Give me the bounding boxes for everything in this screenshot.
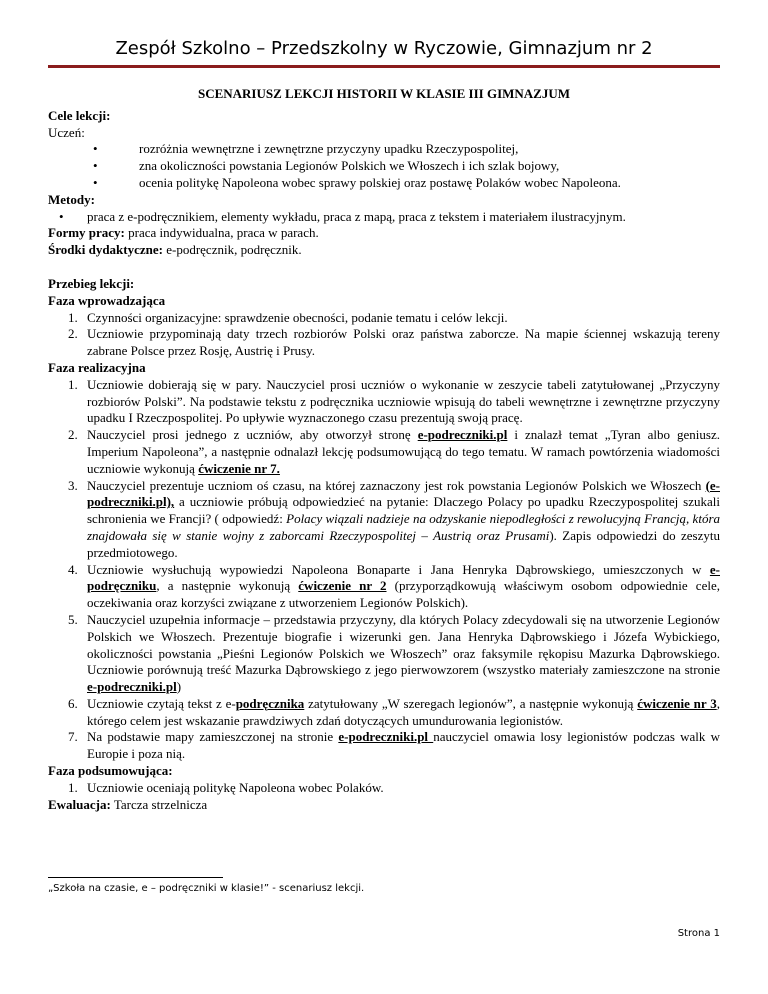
summary-phase-heading: Faza podsumowująca: xyxy=(48,763,173,779)
document-body xyxy=(48,86,720,813)
forms-label: Formy pracy: xyxy=(48,225,125,241)
methods-heading: Metody: xyxy=(48,191,95,207)
means-label: Środki dydaktyczne: xyxy=(48,242,163,258)
means-value: e-podręcznik, podręcznik. xyxy=(162,242,302,258)
e-podreczniki-link[interactable]: e-podreczniki.pl xyxy=(87,679,177,695)
evaluation-line xyxy=(48,797,720,814)
e-podrecznik-link[interactable]: e-podręczniku xyxy=(87,561,720,594)
means-line xyxy=(48,242,720,259)
evaluation-value: Tarcza strzelnicza xyxy=(110,796,208,812)
evaluation-label: Ewaluacja: xyxy=(48,796,111,812)
intro-phase-heading: Faza wprowadzająca xyxy=(48,292,166,308)
main-phase-list xyxy=(48,377,720,763)
list-item: 7. Na podstawie mapy zamieszczonej na stronie e-podreczniki.pl nauczyciel omawia losy legionistów podczas walk w Europie i poza nią. xyxy=(68,729,720,762)
header-rule xyxy=(48,65,720,68)
e-podreczniki-link[interactable]: e-podreczniki.pl xyxy=(338,729,434,745)
e-podrecznik-link[interactable]: podręcznika xyxy=(235,695,305,711)
goals-heading: Cele lekcji: xyxy=(48,107,111,123)
list-item: 4. Uczniowie wysłuchują wypowiedzi Napoleona Bonaparte i Jana Henryka Dąbrowskiego, umieszczonych w e-podręczniku, a następnie wykonują ćwiczenie nr 2 (przyporządkowują właściwym osobom odpowiednie cele, oczekiwania oraz korzyści związane z utworzeniem Legionów Polskich). xyxy=(68,561,720,611)
methods-list xyxy=(48,209,720,226)
goal-item: • ocenia politykę Napoleona wobec sprawy polskiej oraz postawę Polaków wobec Napoleona. xyxy=(48,175,720,192)
list-item: 1. Uczniowie oceniają politykę Napoleona wobec Polaków. xyxy=(68,779,384,795)
page-number: Strona 1 xyxy=(677,928,720,939)
main-phase-heading: Faza realizacyjna xyxy=(48,359,146,375)
goal-item: • zna okoliczności powstania Legionów Polskich we Włoszech i ich szlak bojowy, xyxy=(48,158,720,175)
page-header: Zespół Szkolno – Przedszkolny w Ryczowie, Gimnazjum nr 2 xyxy=(115,38,653,59)
forms-value: praca indywidualna, praca w parach. xyxy=(124,225,319,241)
intro-phase-list xyxy=(48,310,720,360)
goals-intro: Uczeń: xyxy=(48,124,85,140)
goal-item: • rozróżnia wewnętrzne i zewnętrzne przyczyny upadku Rzeczypospolitej, xyxy=(48,141,720,158)
list-item: 2. Uczniowie przypominają daty trzech rozbiorów Polski oraz państwa zaborcze. Na mapie ściennej wskazują tereny zabrane Polsce przez Rosję, Austrię i Prusy. xyxy=(68,326,720,359)
exercise-link[interactable]: ćwiczenie nr 3 xyxy=(637,695,717,711)
list-item: 2. Nauczyciel prosi jednego z uczniów, aby otworzył stronę e-podreczniki.pl i znalazł temat „Tyran albo geniusz. Imperium Napoleona”, a następnie odnalazł lekcję podsumowującą do tego tematu. W ramach powtórzenia wiadomości uczniowie wykonują ćwiczenie nr 7. xyxy=(68,427,720,476)
e-podreczniki-link[interactable]: e-podreczniki.pl xyxy=(417,427,508,443)
list-item: 1. Czynności organizacyjne: sprawdzenie obecności, podanie tematu i celów lekcji. xyxy=(68,309,508,325)
document-title: SCENARIUSZ LEKCJI HISTORII W KLASIE III GIMNAZJUM xyxy=(197,86,571,101)
list-item: 3. Nauczyciel prezentuje uczniom oś czasu, na której zaznaczony jest rok powstania Legionów Polskich we Włoszech (e-podreczniki.pl), a uczniowie próbują odpowiedzieć na pytanie: Dlaczego Polacy po upadku Rzeczypospolitej szukali schronienia we Francji? ( odpowiedź: Polacy wiązali nadzieje na odzyskanie niepodległości z rewolucyjną Francją, która znajdowała się w stanie wojny z zaborcami Rzeczypospolitej – Austrią oraz Prusami). Zapis odpowiedzi do zeszytu przedmiotowego. xyxy=(68,477,720,560)
list-item: 1. Uczniowie dobierają się w pary. Nauczyciel prosi uczniów o wykonanie w zeszycie tabeli zatytułowanej „Przyczyny rozbiorów Polski”. Na podstawie tekstu z podręcznika uczniowie wpisują do tabeli wewnętrzne i zewnętrzne przyczyny upadku I Rzeczpospolitej. Po upływie wyznaczonego czasu prezentują swoją pracę. xyxy=(68,376,720,426)
footer-rule xyxy=(48,877,223,878)
list-item: 6. Uczniowie czytają tekst z e-podręcznika zatytułowany „W szeregach legionów”, a następnie wykonują ćwiczenie nr 3, którego celem jest wskazanie prawdziwych zdań dotyczących umundurowania legionistów. xyxy=(68,695,720,728)
goals-list xyxy=(48,141,720,191)
footer-text: „Szkoła na czasie, e – podręczniki w klasie!” - scenariusz lekcji. xyxy=(48,883,365,894)
summary-phase-list xyxy=(48,780,720,797)
list-item: 5. Nauczyciel uzupełnia informacje – przedstawia przyczyny, dla których Polacy zdecydowali się na utworzenie Legionów Polskich we Włoszech. Prezentuje biografie i wizerunki gen. Jana Henryka Dąbrowskiego i Józefa Wybickiego, okoliczności powstania „Pieśni Legionów Polskich we Włoszech” oraz faksymile rękopisu Mazurka Dąbrowskiego. Uczniowie porównują treść Mazurka Dąbrowskiego z jego pierwowzorem (wszystko materiały zamieszczone na stronie e-podreczniki.pl) xyxy=(68,611,720,695)
course-heading: Przebieg lekcji: xyxy=(48,275,135,291)
exercise-link[interactable]: ćwiczenie nr 7. xyxy=(198,460,280,476)
forms-line xyxy=(48,225,720,242)
method-item: • praca z e-podręcznikiem, elementy wykładu, praca z mapą, praca z tekstem i materiałem ilustracyjnym. xyxy=(48,209,720,226)
exercise-link[interactable]: ćwiczenie nr 2 xyxy=(298,578,387,594)
e-podreczniki-link[interactable]: (e-podreczniki.pl), xyxy=(87,477,720,510)
